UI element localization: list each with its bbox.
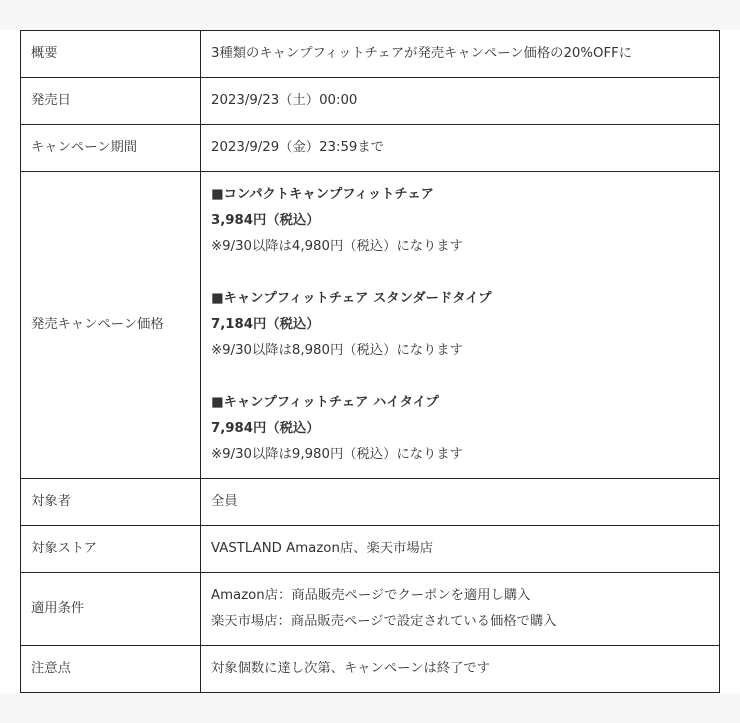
- price-label: 発売キャンペーン価格: [21, 172, 201, 479]
- spacer: [211, 364, 709, 390]
- target-label: 対象者: [21, 479, 201, 526]
- conditions-value: [201, 573, 720, 646]
- table-row-target: [21, 479, 720, 526]
- table-row-campaign-period: [21, 125, 720, 172]
- conditions-label: 適用条件: [21, 573, 201, 646]
- release-date-value: 2023/9/23（土）00:00: [201, 78, 720, 125]
- price-value: [201, 172, 720, 479]
- campaign-spec-table: [20, 30, 720, 693]
- store-label: 対象ストア: [21, 526, 201, 573]
- campaign-period-value: 2023/9/29（金）23:59まで: [201, 125, 720, 172]
- campaign-period-label: キャンペーン期間: [21, 125, 201, 172]
- store-value: VASTLAND Amazon店、楽天市場店: [201, 526, 720, 573]
- condition-rakuten: 楽天市場店：商品販売ページで設定されている価格で購入: [211, 614, 557, 629]
- product-name-high: ■キャンプフィットチェア ハイタイプ: [211, 395, 439, 410]
- notes-value: 対象個数に達し次第、キャンペーンは終了です: [201, 646, 720, 693]
- table-row-summary: [21, 31, 720, 78]
- product-note-compact: ※9/30以降は4,980円（税込）になります: [211, 239, 463, 254]
- product-name-standard: ■キャンプフィットチェア スタンダードタイプ: [211, 291, 492, 306]
- notes-label: 注意点: [21, 646, 201, 693]
- table-row-release-date: [21, 78, 720, 125]
- table-row-price: [21, 172, 720, 479]
- product-price-standard: 7,184円（税込）: [211, 317, 320, 332]
- release-date-label: 発売日: [21, 78, 201, 125]
- table-row-conditions: [21, 573, 720, 646]
- product-price-compact: 3,984円（税込）: [211, 213, 320, 228]
- product-price-high: 7,984円（税込）: [211, 421, 320, 436]
- spacer: [211, 260, 709, 286]
- product-note-high: ※9/30以降は9,980円（税込）になります: [211, 447, 463, 462]
- table-row-notes: [21, 646, 720, 693]
- condition-amazon: Amazon店：商品販売ページでクーポンを適用し購入: [211, 588, 531, 603]
- table-row-store: [21, 526, 720, 573]
- target-value: 全員: [201, 479, 720, 526]
- summary-value: 3種類のキャンプフィットチェアが発売キャンペーン価格の20%OFFに: [201, 31, 720, 78]
- product-name-compact: ■コンパクトキャンプフィットチェア: [211, 187, 434, 202]
- summary-label: 概要: [21, 31, 201, 78]
- product-note-standard: ※9/30以降は8,980円（税込）になります: [211, 343, 463, 358]
